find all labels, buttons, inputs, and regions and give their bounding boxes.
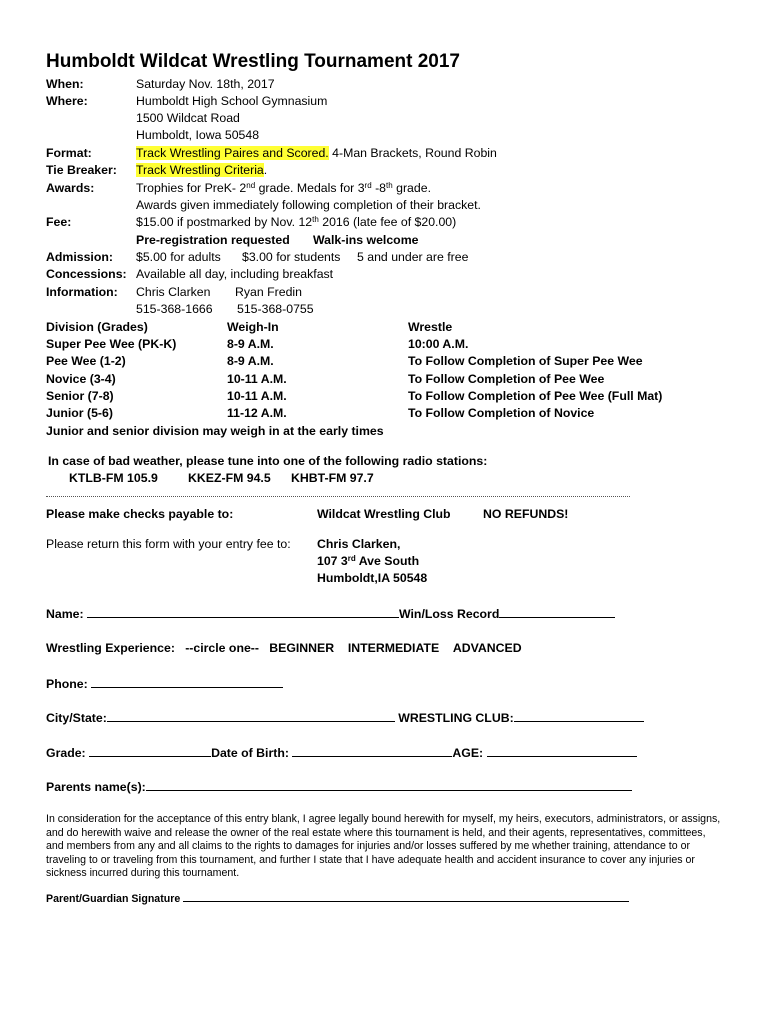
weather-text: In case of bad weather, please tune into one of the following radio stations:	[48, 454, 488, 468]
where-line-2: 1500 Wildcat Road	[136, 111, 240, 125]
parents-label: Parents name(s):	[46, 780, 146, 794]
prereg-text: Pre-registration requested	[136, 233, 290, 247]
tiebreaker-rest: .	[263, 163, 268, 177]
checks-label: Please make checks payable to:	[46, 507, 234, 521]
where-line-1: Humboldt High School Gymnasium	[136, 94, 328, 108]
grade-label: Grade:	[46, 746, 86, 760]
return-address-a: 107 3	[317, 554, 348, 568]
awards-sup-c: th	[386, 181, 393, 190]
awards-text-d: grade.	[392, 181, 431, 195]
grade-row	[46, 744, 637, 761]
table-row-division: Novice (3-4)	[46, 372, 116, 386]
awards-label: Awards:	[46, 181, 95, 195]
table-row-wrestle: 10:00 A.M.	[408, 337, 469, 351]
table-row-division: Senior (7-8)	[46, 389, 114, 403]
experience-label: Wrestling Experience:	[46, 641, 175, 655]
phone-row	[46, 675, 283, 692]
level-intermediate[interactable]: INTERMEDIATE	[347, 641, 440, 655]
citystate-row	[46, 709, 644, 726]
schedule-header-wrestle: Wrestle	[408, 320, 453, 334]
signature-row	[46, 891, 629, 906]
no-refunds-text: NO REFUNDS!	[483, 507, 569, 521]
concessions-value: Available all day, including breakfast	[136, 267, 334, 281]
admission-under5: 5 and under are free	[357, 250, 469, 264]
format-highlight: Track Wrestling Paires and Scored.	[136, 146, 329, 160]
awards-text-a: Trophies for PreK- 2	[136, 181, 247, 195]
fee-label: Fee:	[46, 215, 72, 229]
signature-field[interactable]	[183, 891, 629, 902]
table-row-wrestle: To Follow Completion of Pee Wee	[408, 372, 605, 386]
club-field[interactable]	[514, 709, 644, 722]
walkins-text: Walk-ins welcome	[313, 233, 419, 247]
fee-text-a: $15.00 if postmarked by Nov. 12	[136, 215, 313, 229]
signature-label: Parent/Guardian Signature	[46, 893, 181, 905]
schedule-header-weighin: Weigh-In	[227, 320, 279, 334]
schedule-note: Junior and senior division may weigh in at the early times	[46, 424, 384, 438]
name-row	[46, 605, 615, 622]
format-label: Format:	[46, 146, 92, 160]
awards-text-c: -8	[371, 181, 387, 195]
club-label: WRESTLING CLUB:	[398, 711, 514, 725]
table-row-weighin: 8-9 A.M.	[227, 354, 274, 368]
table-row-weighin: 10-11 A.M.	[227, 372, 287, 386]
contact-name-1: Chris Clarken	[136, 285, 211, 299]
waiver-text: In consideration for the acceptance of this entry blank, I agree legally bound herewith for myself, my heirs, executors, administrators, or assigns, and do herewith waive and release the owner of the real estate where this tournament is held, and their agents, representatives, committees, and members from any and all claims to the rights to damages for injuries and/or losses suffered by me whether training, attendance to or traveling to or traveling from this tournament, and further I state that I have adequate health and accident insurance to cover any injuries or sickness incurred during this tournament.	[46, 813, 721, 880]
experience-row	[46, 640, 522, 656]
table-row-wrestle: To Follow Completion of Novice	[408, 406, 595, 420]
when-value: Saturday Nov. 18th, 2017	[136, 77, 275, 91]
radio-station-2: KKEZ-FM 94.5	[188, 471, 271, 485]
concessions-label: Concessions:	[46, 267, 127, 281]
table-row-weighin: 10-11 A.M.	[227, 389, 287, 403]
return-address-sup: rd	[347, 554, 356, 563]
admission-students: $3.00 for students	[242, 250, 341, 264]
age-field[interactable]	[487, 744, 637, 757]
return-label: Please return this form with your entry fee to:	[46, 537, 291, 551]
format-rest: 4-Man Brackets, Round Robin	[328, 146, 497, 160]
dob-field[interactable]	[292, 744, 452, 757]
information-label: Information:	[46, 285, 118, 299]
fee-line-1	[136, 214, 456, 230]
return-name: Chris Clarken,	[317, 537, 401, 551]
contact-phone-2: 515-368-0755	[237, 302, 314, 316]
schedule-header-division: Division (Grades)	[46, 320, 148, 334]
table-row-wrestle: To Follow Completion of Pee Wee (Full Mat)	[408, 389, 663, 403]
table-row-division: Junior (5-6)	[46, 406, 113, 420]
level-beginner[interactable]: BEGINNER	[269, 641, 335, 655]
when-label: When:	[46, 77, 84, 91]
tiebreaker-value	[136, 162, 267, 178]
contact-name-2: Ryan Fredin	[235, 285, 302, 299]
radio-station-1: KTLB-FM 105.9	[69, 471, 158, 485]
format-value	[136, 145, 497, 161]
table-row-wrestle: To Follow Completion of Super Pee Wee	[408, 354, 643, 368]
awards-text-b: grade. Medals for 3	[255, 181, 365, 195]
citystate-field[interactable]	[107, 709, 395, 722]
admission-adults: $5.00 for adults	[136, 250, 221, 264]
page-title: Humboldt Wildcat Wrestling Tournament 2017	[46, 51, 461, 72]
table-row-division: Super Pee Wee (PK-K)	[46, 337, 177, 351]
name-field[interactable]	[87, 605, 399, 618]
phone-label: Phone:	[46, 677, 88, 691]
awards-sup-a: nd	[246, 181, 256, 190]
radio-station-3: KHBT-FM 97.7	[291, 471, 374, 485]
dotted-separator	[46, 496, 630, 497]
grade-field[interactable]	[89, 744, 211, 757]
tiebreaker-label: Tie Breaker:	[46, 163, 117, 177]
phone-field[interactable]	[91, 675, 283, 688]
awards-line-1	[136, 180, 431, 196]
where-line-3: Humboldt, Iowa 50548	[136, 128, 260, 142]
return-address-1	[317, 553, 419, 569]
checks-payee: Wildcat Wrestling Club	[317, 507, 451, 521]
fee-sup: th	[312, 215, 319, 224]
table-row-division: Pee Wee (1-2)	[46, 354, 126, 368]
name-label: Name:	[46, 607, 84, 621]
where-label: Where:	[46, 94, 88, 108]
admission-label: Admission:	[46, 250, 113, 264]
tiebreaker-highlight: Track Wrestling Criteria	[136, 163, 264, 177]
circle-one-text: --circle one--	[185, 641, 259, 655]
winloss-label: Win/Loss Record	[399, 607, 500, 621]
parents-row	[46, 778, 632, 795]
table-row-weighin: 8-9 A.M.	[227, 337, 274, 351]
return-address-2: Humboldt,IA 50548	[317, 571, 428, 585]
awards-sup-b: rd	[364, 181, 372, 190]
level-advanced[interactable]: ADVANCED	[452, 641, 522, 655]
citystate-label: City/State:	[46, 711, 107, 725]
winloss-field[interactable]	[499, 605, 615, 618]
fee-text-b: 2016 (late fee of $20.00)	[318, 215, 457, 229]
awards-line-2: Awards given immediately following completion of their bracket.	[136, 198, 481, 212]
contact-phone-1: 515-368-1666	[136, 302, 213, 316]
age-label: AGE:	[452, 746, 484, 760]
dob-label: Date of Birth:	[211, 746, 289, 760]
return-address-b: Ave South	[355, 554, 420, 568]
parents-field[interactable]	[146, 778, 632, 791]
table-row-weighin: 11-12 A.M.	[227, 406, 287, 420]
